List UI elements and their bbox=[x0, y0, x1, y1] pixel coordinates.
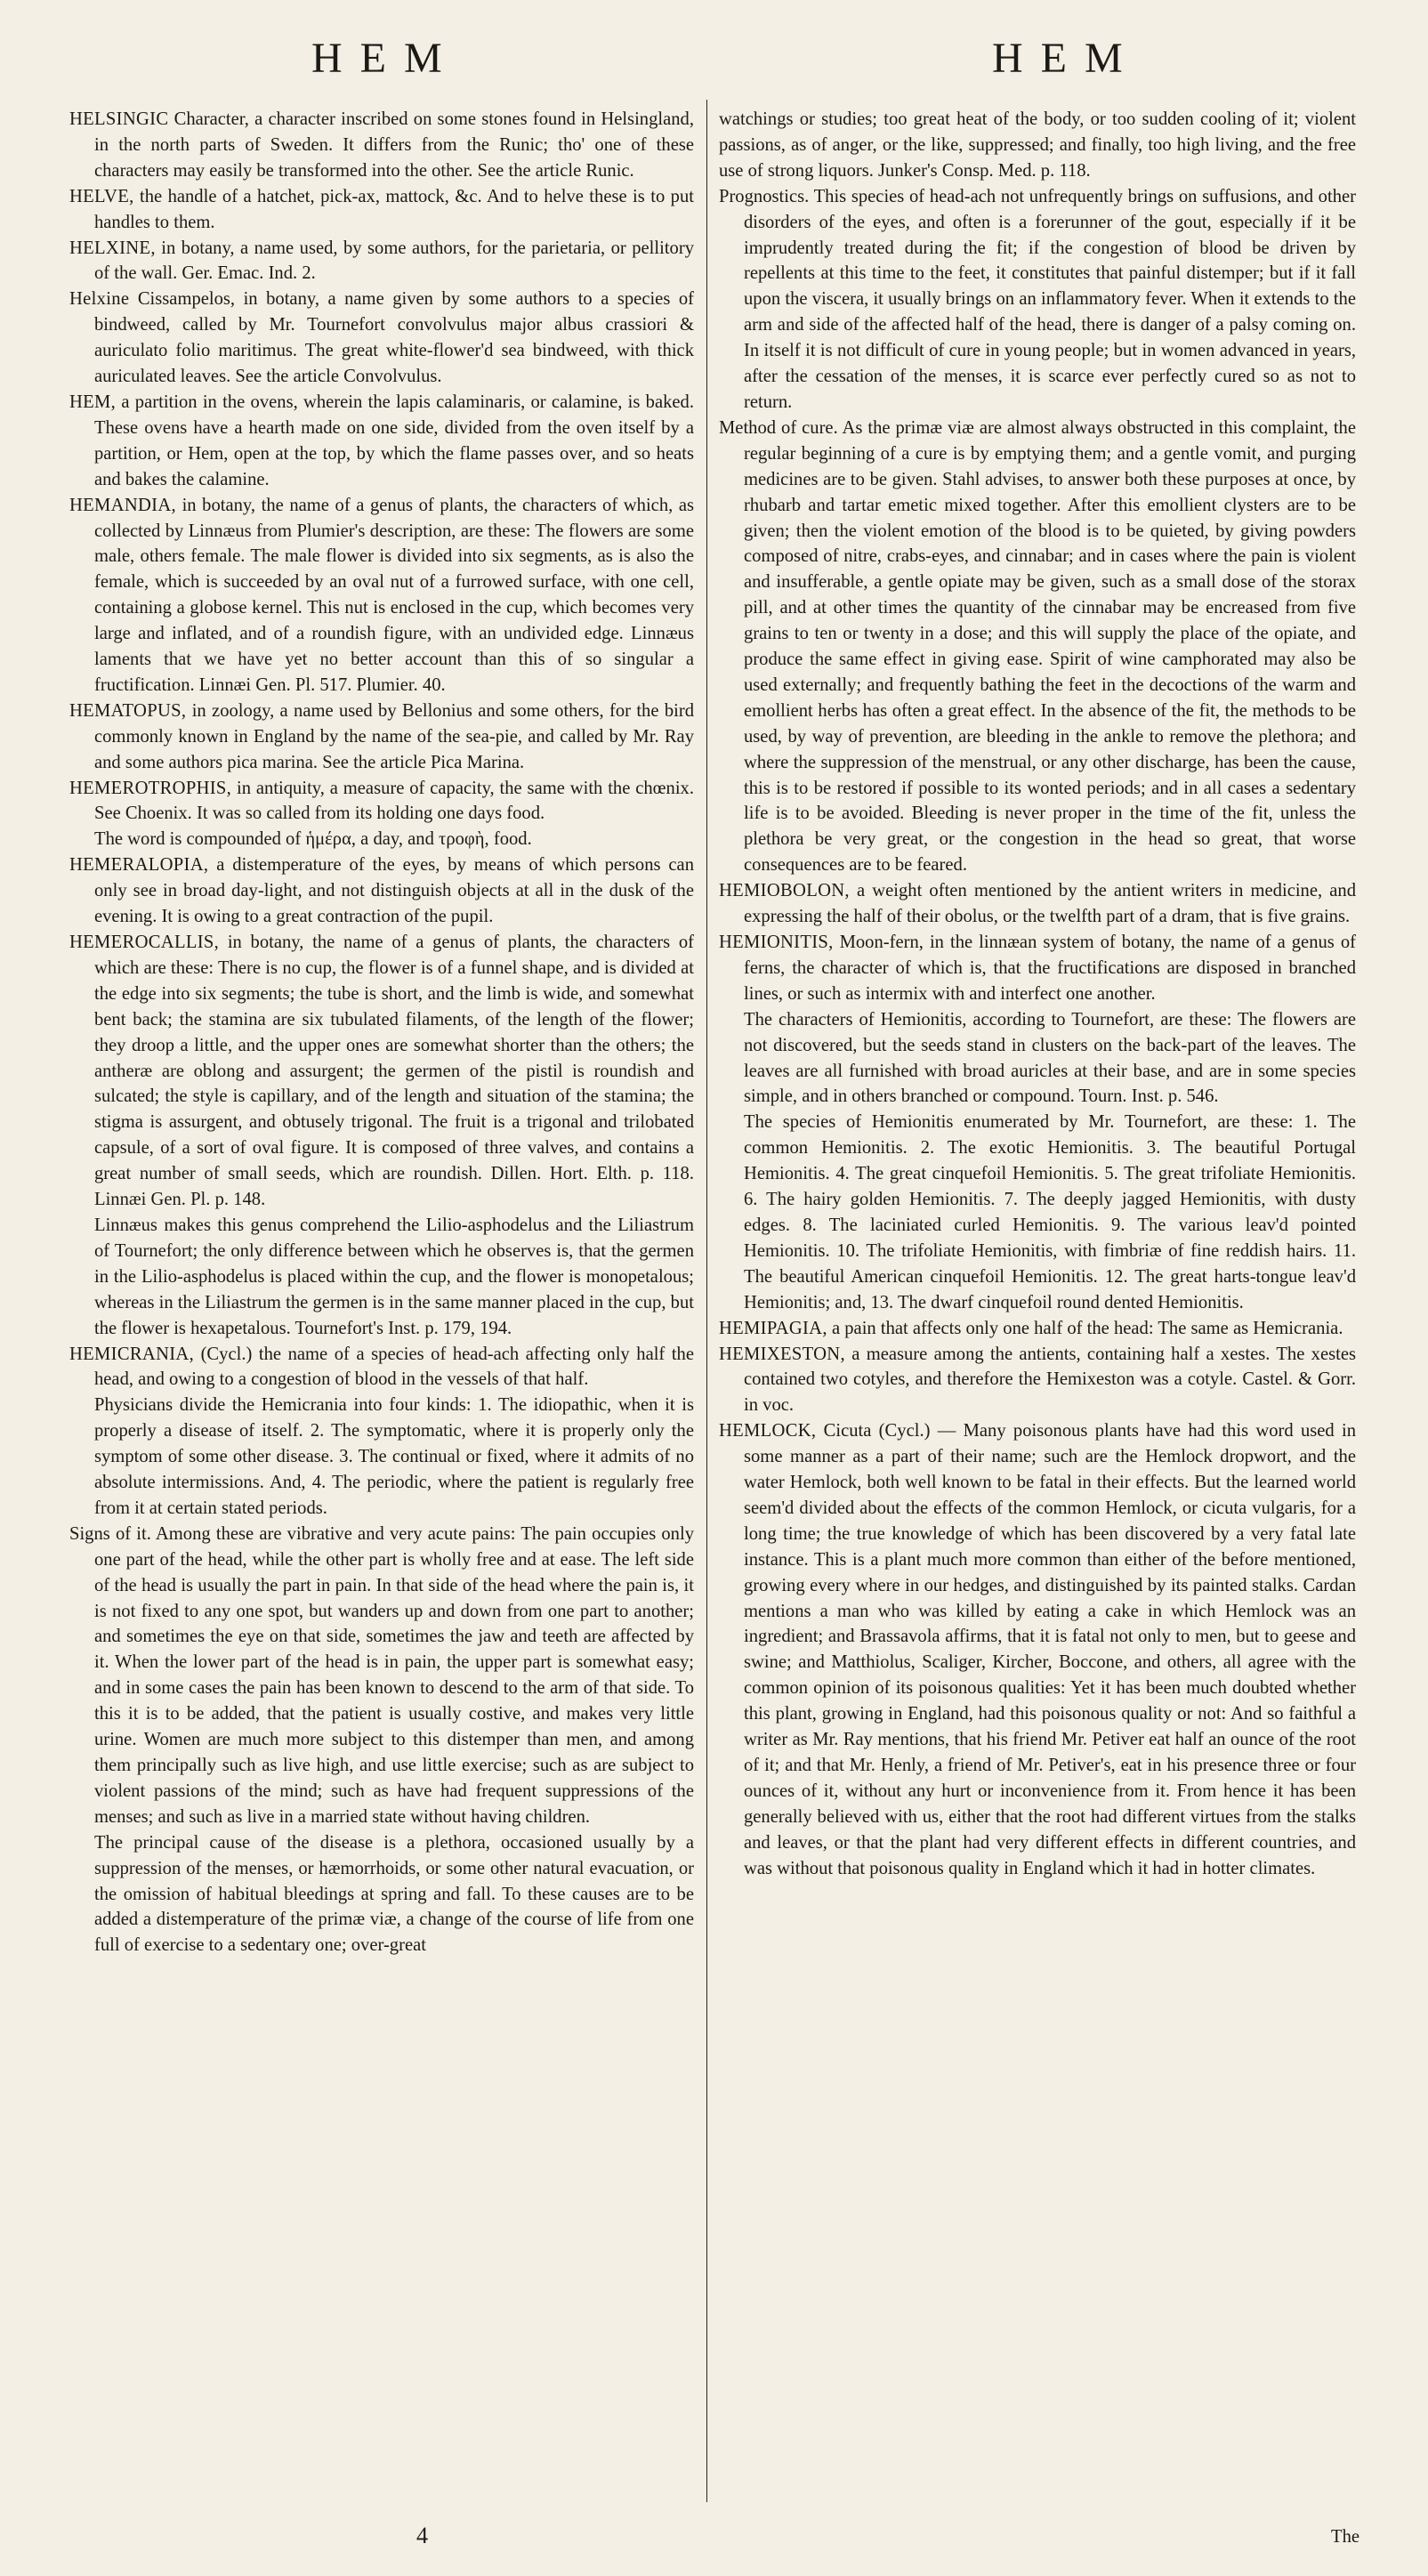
dictionary-entry bbox=[69, 184, 694, 236]
dictionary-entry bbox=[69, 390, 694, 493]
entry-paragraph: The word is compounded of ἡμέρα, a day, and τροφὴ, food. bbox=[94, 829, 532, 850]
entry-text: in botany, a name used, by some authors, for the parietaria, or pellitory of the wall. Ger. Emac. Ind. 2. bbox=[94, 238, 694, 284]
dictionary-entry bbox=[719, 878, 1356, 930]
dictionary-entry bbox=[69, 287, 694, 390]
page-folio: 4 bbox=[416, 2523, 428, 2548]
entry-headword: HELXINE, bbox=[69, 238, 156, 258]
running-head-left: HEM bbox=[311, 35, 460, 82]
entry-headword: HEMIOBOLON, bbox=[719, 881, 850, 901]
entry-text: Character, a character inscribed on some stones found in Helsingland, in the north parts of Sweden. It differs from the Runic; tho' one of these characters may easily be transformed into the other. See the article Runic. bbox=[94, 109, 694, 181]
column-divider-rule bbox=[706, 100, 707, 2502]
dictionary-entry bbox=[69, 1342, 694, 1393]
entry-headword: HEMEROTROPHIS, bbox=[69, 778, 232, 798]
entry-paragraph: The characters of Hemionitis, according to Tournefort, are these: The flowers are not discovered, but the seeds stand in clusters on the back-part of the leaves. The leaves are all furnished with broad auricles at their base, and are in some species simple, and in others branched or compound. Tourn. Inst. p. 546. bbox=[744, 1009, 1356, 1107]
dictionary-entry bbox=[69, 930, 694, 1213]
entry-headword: HEMEROCALLIS, bbox=[69, 933, 220, 952]
entry-headword: HEMANDIA, bbox=[69, 495, 176, 515]
dictionary-entry bbox=[69, 493, 694, 699]
dictionary-entry bbox=[719, 1342, 1356, 1419]
entry-text: a measure among the antients, containing half a xestes. The xestes contained two cotyles, and therefore the Hemixeston was a cotyle. Castel. & Gorr. in voc. bbox=[744, 1344, 1356, 1416]
entry-headword: HEMLOCK, bbox=[719, 1421, 817, 1441]
continued-paragraph: watchings or studies; too great heat of the body, or too sudden cooling of it; violent passions, as of anger, or the like, suppressed; and finally, too high living, and the free use of strong liquors. Junker's Consp. Med. p. 118. bbox=[719, 109, 1356, 181]
entry-text: Cissampelos, in botany, a name given by some authors to a species of bindweed, called by Mr. Tournefort convolvulus major albus crassiori & auriculato folio maritimus. The great white-flower'd sea bindweed, with thick auriculated leaves. See the article Convolvulus. bbox=[94, 289, 694, 387]
entry-paragraph: Signs of it. Among these are vibrative and very acute pains: The pain occupies only one part of the head, while the other part is wholly free and at ease. The left side of the head is usually the part in pain. In that side of the head where the pain is, it is not fixed to any one spot, but wanders up and down from one part to another; and sometimes the eye on that side, sometimes the jaw and teeth are affected by it. When the lower part of the head is in pain, the upper part is somewhat easy; and in some cases the pain has been known to descend to the arm of that side. To this it is to be added, that the patient is usually costive, and makes very little urine. Women are much more subject to this distemper than men, and among them principally such as live high, and use little exercise; such as are subject to violent passions of the mind; such as have had frequent suppressions of the menses; and such as live in a married state without having children. bbox=[69, 1523, 694, 1827]
entry-headword: HEM, bbox=[69, 392, 117, 412]
dictionary-entry bbox=[69, 699, 694, 776]
dictionary-entry bbox=[69, 776, 694, 828]
right-column bbox=[719, 107, 1356, 1882]
entry-text: a weight often mentioned by the antient writers in medicine, and expressing the half of their obolus, or the twelfth part of a dram, that is five grains. bbox=[744, 881, 1356, 927]
entry-text: Moon-fern, in the linnæan system of botany, the name of a genus of ferns, the character of which is, that the fructifications are disposed in branched lines, or such as intermix with and interfect one another. bbox=[744, 933, 1356, 1004]
entry-headword: HEMERALOPIA, bbox=[69, 855, 209, 876]
entry-paragraph: Prognostics. This species of head-ach not unfrequently brings on suffusions, and other disorders of the eyes, and often is a forerunner of the gout, especially if it be imprudently treated during the fit; if the congestion of blood be driven by repellents at this time to the feet, it constitutes that painful distemper; but if it fall upon the viscera, it usually brings on an inflammatory fever. When it extends to the arm and side of the affected half of the head, there is danger of a palsy coming on. In itself it is not difficult of cure in young people; but in women advanced in years, after the cessation of the menses, it is scarce ever perfectly cured so as not to return. bbox=[719, 186, 1356, 412]
entry-text: a distemperature of the eyes, by means of which persons can only see in broad day-light, and not distinguish objects at all in the dusk of the evening. It is owing to a great contraction of the pupil. bbox=[94, 855, 694, 927]
running-head-right: HEM bbox=[992, 35, 1141, 82]
dictionary-entry bbox=[719, 930, 1356, 1007]
dictionary-entry bbox=[69, 107, 694, 184]
entry-headword: HELSINGIC bbox=[69, 109, 169, 129]
entry-headword: HELVE, bbox=[69, 186, 134, 206]
entry-text: a pain that affects only one half of the head: The same as Hemicrania. bbox=[831, 1318, 1343, 1338]
entry-headword: HEMIPAGIA, bbox=[719, 1318, 827, 1338]
entry-headword: HEMIONITIS, bbox=[719, 933, 834, 952]
entry-paragraph: Linnæus makes this genus comprehend the Lilio-asphodelus and the Liliastrum of Tournefort; the only difference between which he observes is, that the germen in the Lilio-asphodelus is placed within the cup, and the flower is monopetalous; whereas in the Liliastrum the germen is in the same manner placed in the cup, but the flower is hexapetalous. Tournefort's Inst. p. 179, 194. bbox=[94, 1215, 694, 1338]
entry-text: in zoology, a name used by Bellonius and some others, for the bird commonly known in England by the name of the sea-pie, and called by Mr. Ray and some authors pica marina. See the article Pica Marina. bbox=[94, 700, 694, 772]
dictionary-entry bbox=[719, 1316, 1356, 1342]
dictionary-entry bbox=[69, 852, 694, 930]
entry-paragraph: Physicians divide the Hemicrania into four kinds: 1. The idiopathic, when it is properly a disease of itself. 2. The symptomatic, where it is properly only the symptom of some other disease. 3. The continual or fixed, where it admits of no absolute intermissions. And, 4. The periodic, where the patient is regularly free from it at certain stated periods. bbox=[94, 1395, 694, 1518]
entry-headword: HEMATOPUS, bbox=[69, 700, 187, 721]
entry-text: (Cycl.) the name of a species of head-ach affecting only half the head, and owing to a congestion of blood in the vessels of that half. bbox=[94, 1344, 694, 1390]
running-header bbox=[0, 34, 1428, 96]
dictionary-entry bbox=[69, 236, 694, 287]
entry-paragraph: The principal cause of the disease is a plethora, occasioned usually by a suppression of the menses, or hæmorrhoids, or some other natural evacuation, or the omission of habitual bleedings at spring and fall. To these causes are to be added a distemperature of the primæ viæ, a change of the course of life from one full of exercise to a sedentary one; over-great bbox=[94, 1832, 694, 1956]
entry-headword: Helxine bbox=[69, 289, 130, 310]
entry-text: the handle of a hatchet, pick-ax, mattock, &c. And to helve these is to put handles to them. bbox=[94, 186, 694, 232]
entry-text: in botany, the name of a genus of plants, the characters of which are these: There is no cup, the flower is of a funnel shape, and is divided at the edge into six segments; the tube is short, and the limb is wide, and somewhat bent back; the stamina are six tubulated filaments, of the length of the flower; they droop a little, and the upper ones are somewhat shorter than the others; the antheræ are oblong and assurgent; the germen of the pistil is roundish and sulcated; the style is capillary, and of the length and situation of the stamina; the stigma is assurgent, and obtusely trigonal. The fruit is a trigonal and trilobated capsule, of a sort of oval figure. It is composed of three valves, and contains a great number of small seeds, which are roundish. Dillen. Hort. Elth. p. 118. Linnæi Gen. Pl. p. 148. bbox=[94, 933, 694, 1210]
catchword: The bbox=[1331, 2527, 1360, 2547]
entry-paragraph: The species of Hemionitis enumerated by Mr. Tournefort, are these: 1. The common Hemionitis. 2. The exotic Hemionitis. 3. The beautiful Portugal Hemionitis. 4. The great cinquefoil Hemionitis. 5. The great trifoliate Hemionitis. 6. The hairy golden Hemionitis. 7. The deeply jagged Hemionitis, with dusty edges. 8. The laciniated curled Hemionitis. 9. The various leav'd pointed Hemionitis. 10. The trifoliate Hemionitis, with fimbriæ of fine reddish hairs. 11. The beautiful American cinquefoil Hemionitis. 12. The great harts-tongue leav'd Hemionitis; and, 13. The dwarf cinquefoil round dented Hemionitis. bbox=[744, 1112, 1356, 1312]
left-column bbox=[69, 107, 694, 1958]
entry-text: Cicuta (Cycl.) — Many poisonous plants have had this word used in some manner as a part of their name; such are the Hemlock dropwort, and the water Hemlock, both well known to be fatal in their effects. But the learned world seem'd divided about the effects of the common Hemlock, or cicuta vulgaris, for a long time; the true knowledge of which has been discovered by a very fatal late instance. This is a plant much more common than either of the before mentioned, growing every where in our hedges, and distinguished by its painted stalks. Cardan mentions a man who was killed by eating a cake in which Hemlock was an ingredient; and Brassavola affirms, that it is fatal not only to men, but to geese and swine; and Matthiolus, Scaliger, Kircher, Boccone, and others, all agree with the common opinion of its poisonous qualities: Yet it has been much doubted whether this plant, growing in England, had this poisonous quality or not: And so faithful a writer as Mr. Ray mentions, that his friend Mr. Petiver eat half an ounce of the root of it; and that Mr. Henly, a friend of Mr. Petiver's, eat in his presence three or four ounces of it, without any hurt or inconvenience from it. From hence it has been generally believed with us, either that the root had different virtues from the stalks and leaves, or that the plant had very different effects in different countries, and was without that poisonous quality in England which it had in hotter climates. bbox=[744, 1421, 1356, 1878]
dictionary-entry bbox=[719, 1418, 1356, 1881]
entry-text: in botany, the name of a genus of plants, the characters of which, as collected by Linnæus from Plumier's description, are these: The flowers are some male, others female. The male flower is divided into six segments, as is also the female, which is succeeded by an oval nut of a furrowed surface, with one cell, containing a globose kernel. This nut is enclosed in the cup, which becomes very large and inflated, and of a roundish figure, with an undivided edge. Linnæus laments that we have yet no better account than this of so singular a fructification. Linnæi Gen. Pl. 517. Plumier. 40. bbox=[94, 495, 695, 695]
entry-paragraph: Method of cure. As the primæ viæ are almost always obstructed in this complaint, the regular beginning of a cure is by emptying them; and a gentle vomit, and purging medicines are to be given. Stahl advises, to answer both these purposes at once, by rhubarb and tartar emetic mixed together. After this emollient clysters are to be given; then the violent emotion of the blood is to be quieted, by giving powders composed of nitre, crabs-eyes, and cinnabar; and in cases where the pain is violent and insufferable, a gentle opiate may be given, such as a small dose of the storax pill, and at other times the quantity of the cinnabar may be encreased from five grains to ten or twenty in a dose; and this will supply the place of the opiate, and produce the same effect in giving ease. Spirit of wine camphorated may also be used externally; and frequently bathing the feet in the decoctions of the warm and emollient herbs has often a great effect. In the absence of the fit, the methods to be used, by way of prevention, are bleeding in the ankle to remove the plethora; and where the suppression of the menstrual, or any other discharge, has been the cause, this is to be restored if possible to its wonted periods; and in all cases a sedentary life is to be avoided. Bleeding is never proper in the time of the fit, unless the plethora be very great, or the congestion in the head so great, that worse consequences are to be feared. bbox=[719, 417, 1356, 876]
entry-headword: HEMICRANIA, bbox=[69, 1344, 195, 1364]
entry-headword: HEMIXESTON, bbox=[719, 1344, 845, 1364]
entry-text: a partition in the ovens, wherein the lapis calaminaris, or calamine, is baked. These ovens have a hearth made on one side, divided from the oven itself by a partition, or Hem, open at the top, by which the flame passes over, and so heats and bakes the calamine. bbox=[94, 392, 694, 489]
entry-text: in antiquity, a measure of capacity, the same with the chœnix. See Choenix. It was so called from its holding one days food. bbox=[94, 778, 695, 824]
